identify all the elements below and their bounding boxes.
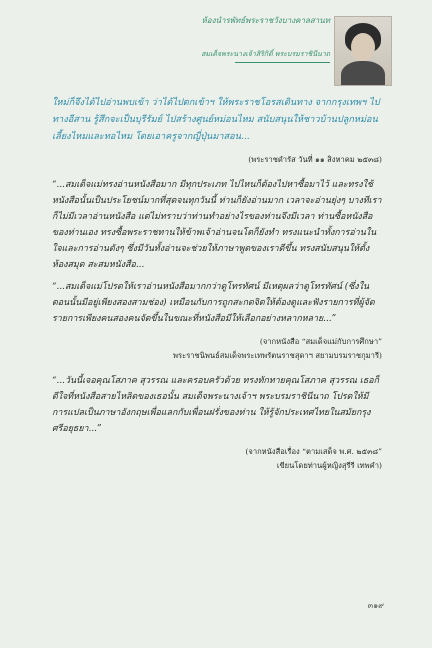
citation-2: (จากหนังสือ “สมเด็จแม่กับการศึกษา” (259, 337, 382, 346)
portrait-image (334, 16, 392, 86)
citation-2-author: พระราชนิพนธ์สมเด็จพระเทพรัตนราชสุดาฯ สยามบรมราชกุมารี) (173, 351, 382, 360)
header-divider (235, 62, 330, 63)
citation-3-author: เขียนโดยท่านผู้หญิงสุรีรี เทพคำ) (276, 461, 382, 470)
quote-paragraph-2: “...สมเด็จแม่โปรดให้เราอ่านหนังสือมากกว่าดูโทรทัศน์ มีเหตุผลว่าดูโทรทัศน์ (ซึ่งในตอนนั้นมีอยู่เพียงสองสามช่อง) เหมือนกับการถูกสะกดจิตให้ต้องดูและฟังรายการที่ผู้จัดรายการเพียงคนสองคนจัดขึ้นในขณะที่หนังสือมีให้เลือกอย่างหลากหลาย...” (52, 282, 375, 324)
main-content (52, 94, 382, 483)
header-title: ห้องนำรพัทธ์พระราชวังบางคาลสานท (201, 16, 330, 25)
header-text (201, 14, 330, 60)
quote-paragraph-1: “...สมเด็จแม่ทรงอ่านหนังสือมาก มีทุกประเภท ไปไหนก็ต้องไปหาซื้อมาไว้ และทรงใช้หนังสือนั้นเป็นประโยชน์มากที่สุดจนทุกวันนี้ ท่านก็ยังอ่านมาก เวลาจะอ่านยุ่งๆ บางทีเราก็ไม่มีเวลาอ่านหนังสือ แต่ไม่ทราบว่าท่านทำอย่างไรของท่านจึงมีเวลา ท่านซื้อหนังสือของท่านเอง ทรงซื้อพระราชทานให้ข้าพเจ้าอ่านจนโตก็ยังทำ ทรงแนะนำทั้งการอ่านในใจและการอ่านดังๆ ซึ่งมีวันทั้งอ่านจะช่วยให้ภาษาพูดของเราดีขึ้น ทรงสนับสนุนให้ตั้งห้องสมุด สะสมหนังสือ... (52, 180, 382, 270)
quote-paragraph-3: “...วันนี้เจอคุณโสภาค สุวรรณ และครอบครัวด้วย ทรงทักทายคุณโสภาค สุวรรณ เธอก็ดีใจที่หนังสือสายไหลิดของเธอนั้น สมเด็จพระนางเจ้าฯ พระบรมราชินีนาถ โปรดให้มีการแปลเป็นภาษาอังกฤษเพื่อแลกกับเพื่อนฝรั่งของท่าน ให้รู้จักประเทศไทยในสมัยกรุงศรีอยุธยา...” (52, 376, 379, 434)
page-number: ๓๑๙ (367, 601, 384, 610)
citation-1: (พระราชดำรัส วันที่ ๑๑ สิงหาคม ๒๕๓๘) (248, 155, 382, 164)
page-header (152, 14, 392, 84)
header-subtitle: สมเด็จพระนางเจ้าสิริกิติ์ พระบรมราชินีนาถ (201, 50, 330, 58)
citation-3: (จากหนังสือเรื่อง “ตามเสด็จ พ.ศ. ๒๕๓๘” (245, 447, 382, 456)
intro-paragraph: ใหม่ก็จึงได้ไปอ่านพบเข้า ว่าได้ไปตกเข้าฯ ให้พระราชโอรสเดินทาง จากกรุงเทพฯ ไปทางอีสาน รู้สึกจะเป็นบุรีรัมย์ ไปสร้างศูนย์หม่อนไหม สนับสนุนให้ชาวบ้านปลูกหม่อนเลี้ยงไหมและทอไหม โดยเอาครูจากญี่ปุ่นมาสอน... (52, 97, 380, 142)
